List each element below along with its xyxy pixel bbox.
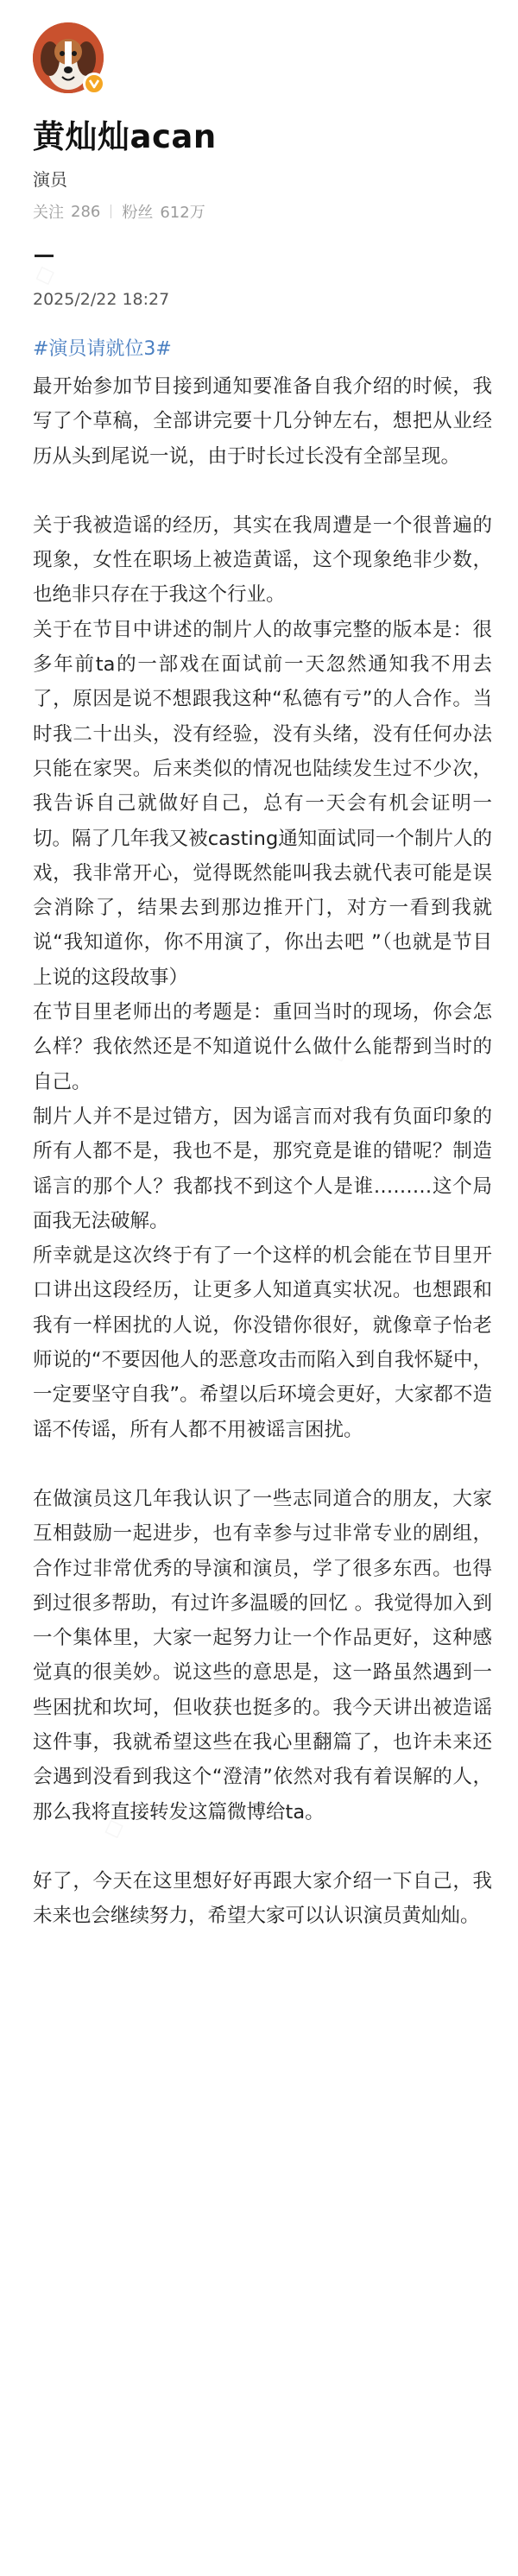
hashtag-link[interactable]: #演员请就位3#: [33, 338, 172, 360]
user-name[interactable]: 黄灿灿acan: [33, 118, 217, 155]
post-paragraph: 最开始参加节目接到通知要准备自我介绍的时候，我写了个草稿，全部讲完要十几分钟左右，想把从业经历从头到尾说一说，由于时长过长没有全部呈现。: [33, 375, 492, 468]
fans-label[interactable]: 粉丝: [122, 204, 154, 222]
post-paragraph: 关于在节目中讲述的制片人的故事完整的版本是：很多年前ta的一部戏在面试前一天忽然通知我不用去了，原因是说不想跟我这种“私德有亏”的人合作。当时我二十出头，没有经验，没有头绪，没有任何办法只能在家哭。后来类似的情况也陆续发生过不少次，我告诉自己就做好自己，总有一天会有机会证明一切。隔了几年我又被casting通知面试同一个制片人的戏，我非常开心，觉得既然能叫我去就代表可能是误会消除了，结果去到那边推开门，对方一看到我就说“我知道你，你不用演了，你出去吧 ”（也就是节目上说的这段故事）: [33, 618, 492, 989]
following-label[interactable]: 关注: [33, 204, 64, 222]
post-paragraph: 好了，今天在这里想好好再跟大家介绍一下自己，我未来也会继续努力，希望大家可以认识演员黄灿灿。: [33, 1869, 492, 1928]
fans-count[interactable]: 612万: [160, 204, 205, 222]
post-paragraph: 所幸就是这次终于有了一个这样的机会能在节目里开口讲出这段经历，让更多人知道真实状况。也想跟和我有一样困扰的人说，你没错你很好，就像章子怡老师说的“不要因他人的恶意攻击而陷入到自我怀疑中，一定要坚守自我”。希望以后环境会更好，大家都不造谣不传谣，所有人都不用被谣言困扰。: [33, 1244, 492, 1441]
post-content: [33, 369, 492, 1933]
user-role: 演员: [33, 169, 67, 190]
verified-v-icon: [83, 72, 105, 95]
background-watermark: [30, 256, 61, 292]
post-paragraph: 关于我被造谣的经历，其实在我周遭是一个很普遍的现象，女性在职场上被造黄谣，这个现象绝非少数，也绝非只存在于我这个行业。: [33, 513, 492, 607]
post-paragraph: 在节目里老师出的考题是：重回当时的现场，你会怎么样？我依然还是不知道说什么做什么能帮到当时的自己。: [33, 1001, 492, 1093]
avatar[interactable]: [33, 22, 104, 93]
profile-stats: [33, 200, 205, 223]
post-date: 2025/2/22 18:27: [33, 290, 170, 309]
post-paragraph: 在做演员这几年我认识了一些志同道合的朋友，大家互相鼓励一起进步，也有幸参与过非常专业的剧组，合作过非常优秀的导演和演员，学了很多东西。也得到过很多帮助，有过许多温暖的回忆 。我觉得加入到一个集体里，大家一起努力让一个作品更好，这种感觉真的很美妙。说这些的意思是，这一路虽然遇到一些困扰和坎坷，但收获也挺多的。我今天讲出被造谣这件事，我就希望这些在我心里翻篇了，也许未来还会遇到没看到我这个“澄清”依然对我有着误解的人，那么我将直接转发这篇微博给ta。: [33, 1487, 492, 1823]
following-count[interactable]: 286: [71, 202, 101, 221]
post-paragraph: 制片人并不是过错方，因为谣言而对我有负面印象的所有人都不是，我也不是，那究竟是谁的错呢？制造谣言的那个人？我都找不到这个人是谁………这个局面我无法破解。: [33, 1105, 492, 1232]
